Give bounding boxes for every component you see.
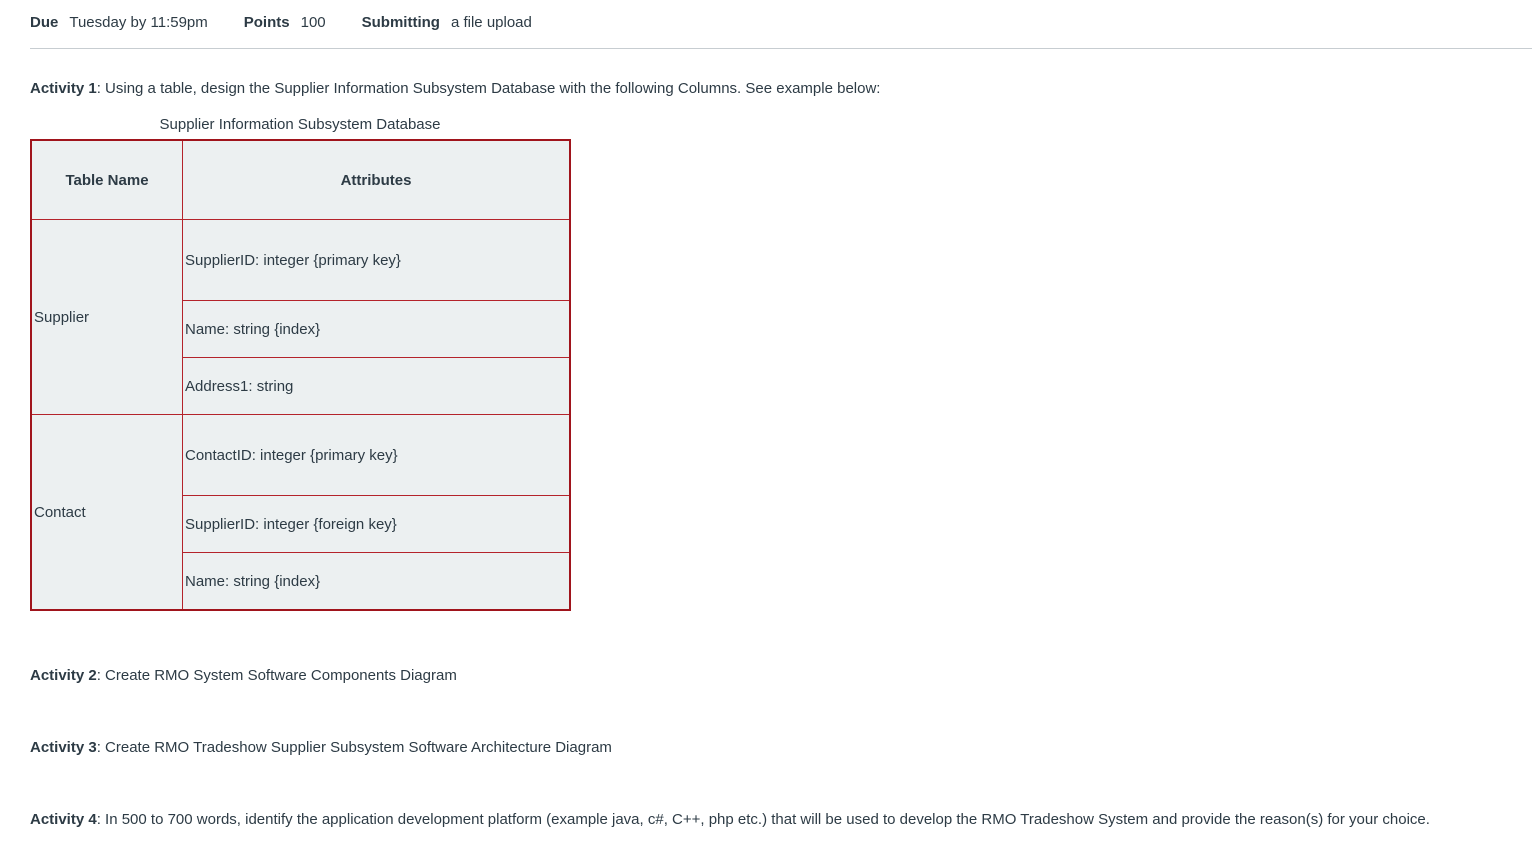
assignment-details-bar (30, 0, 1532, 49)
points-info (244, 14, 326, 31)
activity-1-text (30, 80, 880, 97)
activity-4-text (30, 811, 1430, 828)
activity-1-label: Activity 1 (30, 80, 97, 97)
header-attributes: Attributes (183, 140, 571, 220)
due-info (30, 14, 208, 31)
activity-4-label: Activity 4 (30, 811, 97, 828)
activity-4-description: : In 500 to 700 words, identify the application development platform (example java, c#, C++, php etc.) that will be used to develop the RMO Tradeshow System and provide the reason(s) for your choice. (96, 811, 1430, 828)
table-name-contact: Contact (31, 415, 183, 611)
submitting-label: Submitting (361, 13, 440, 31)
activity-2-description: : Create RMO System Software Components Diagram (96, 667, 457, 684)
activity-3-description: : Create RMO Tradeshow Supplier Subsystem Software Architecture Diagram (96, 739, 612, 756)
due-label: Due (30, 13, 59, 31)
activity-3-label: Activity 3 (30, 739, 97, 756)
activity-3-text (30, 739, 612, 756)
attribute-cell: Name: string {index} (183, 301, 571, 358)
due-value: Tuesday by 11:59pm (69, 13, 208, 31)
activity-2-label: Activity 2 (30, 667, 97, 684)
attribute-cell: Address1: string (183, 358, 571, 415)
submitting-value: a file upload (450, 13, 532, 31)
submitting-info (362, 14, 532, 31)
table-caption: Supplier Information Subsystem Database (159, 116, 441, 133)
attribute-cell: SupplierID: integer {foreign key} (183, 496, 571, 553)
supplier-database-table (30, 139, 571, 611)
table-name-supplier: Supplier (31, 220, 183, 415)
attribute-cell: Name: string {index} (183, 553, 571, 611)
activity-2-text (30, 667, 457, 684)
attribute-cell: ContactID: integer {primary key} (183, 415, 571, 496)
points-value: 100 (300, 13, 326, 31)
attribute-cell: SupplierID: integer {primary key} (183, 220, 571, 301)
activity-1-description: : Using a table, design the Supplier Information Subsystem Database with the following Columns. See example below: (96, 80, 881, 97)
points-label: Points (243, 13, 290, 31)
header-table-name: Table Name (31, 140, 183, 220)
